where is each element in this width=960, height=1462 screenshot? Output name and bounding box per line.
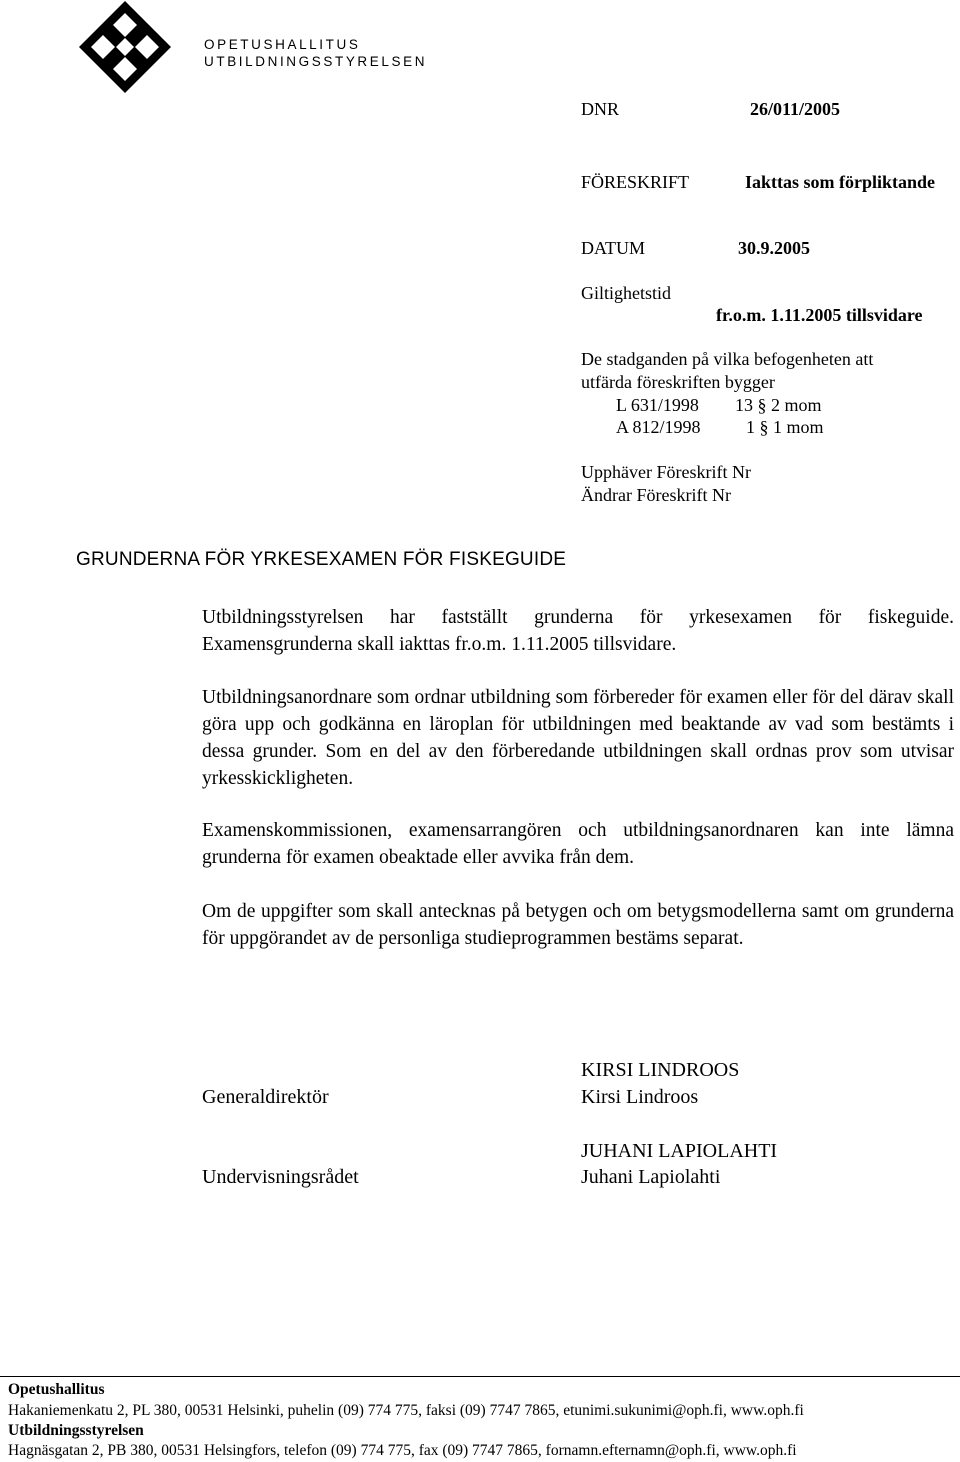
signatory-role-director-general: Generaldirektör [202,1086,329,1108]
footer-org2-name: Utbildningsstyrelsen [8,1422,144,1439]
datum-value: 30.9.2005 [738,238,810,258]
signatory-name-2: Juhani Lapiolahti [581,1166,721,1188]
dnr-value: 26/011/2005 [750,99,841,119]
organization-name [204,36,427,70]
signatory-name-1: Kirsi Lindroos [581,1086,699,1108]
giltighetstid-value: fr.o.m. 1.11.2005 tillsvidare [716,305,923,325]
law1-section: 13 § 2 mom [735,395,822,415]
signatory-role-counsellor: Undervisningsrådet [202,1166,359,1188]
foreskrift-label: FÖRESKRIFT [581,172,690,192]
law2-reference: A 812/1998 [616,417,701,437]
repeals-regulation: Upphäver Föreskrift Nr [581,462,751,482]
paragraph-3: Examenskommissionen, examensarrangören och utbildningsanordnaren kan inte lämna grunderna för examen obeaktade eller avvika från dem. [202,820,954,868]
authority-basis-line2: utfärda föreskriften bygger [581,372,775,392]
law1-reference: L 631/1998 [616,395,699,415]
law2-section: 1 § 1 mom [746,417,824,437]
signatory-name-caps-2: JUHANI LAPIOLAHTI [581,1140,778,1162]
document-title: GRUNDERNA FÖR YRKESEXAMEN FÖR FISKEGUIDE [76,549,567,570]
footer-org1-name: Opetushallitus [8,1381,105,1398]
giltighetstid-label: Giltighetstid [581,283,671,303]
paragraph-4: Om de uppgifter som skall antecknas på betygen och om betygsmodellerna samt om grunderna för uppgörandet av de personliga studieprogrammen bestäms separat. [202,901,954,949]
organization-name-swedish: UTBILDNINGSSTYRELSEN [204,54,428,69]
signatory-name-caps-1: KIRSI LINDROOS [581,1059,740,1081]
footer-org2-address: Hagnäsgatan 2, PB 380, 00531 Helsingfors, telefon (09) 774 775, fax (09) 7747 7865, fornamn.efternamn@oph.fi, www.oph.fi [8,1442,797,1459]
footer-divider [0,1376,960,1377]
dnr-label: DNR [581,99,620,119]
amends-regulation: Ändrar Föreskrift Nr [581,485,731,505]
footer-org1-address: Hakaniemenkatu 2, PL 380, 00531 Helsinki, puhelin (09) 774 775, faksi (09) 7747 7865, etunimi.sukunimi@oph.fi, www.oph.fi [8,1402,804,1419]
datum-label: DATUM [581,238,646,258]
organization-logo [78,0,172,94]
paragraph-1: Utbildningsstyrelsen har fastställt grunderna för yrkesexamen för fiskeguide. Examensgrunderna skall iakttas fr.o.m. 1.11.2005 tillsvidare. [202,607,954,655]
paragraph-2: Utbildningsanordnare som ordnar utbildning som förbereder för examen eller för del därav skall göra upp och godkänna en läroplan för utbildningen med beaktande av vad som bestämts i dessa grunder. Som en del av den förberedande utbildningen skall ordnas prov som utvisar yrkesskickligheten. [202,687,954,789]
foreskrift-value: Iakttas som förpliktande [745,172,936,192]
organization-name-finnish: OPETUSHALLITUS [204,37,361,52]
authority-basis-line1: De stadganden på vilka befogenheten att [581,349,874,369]
